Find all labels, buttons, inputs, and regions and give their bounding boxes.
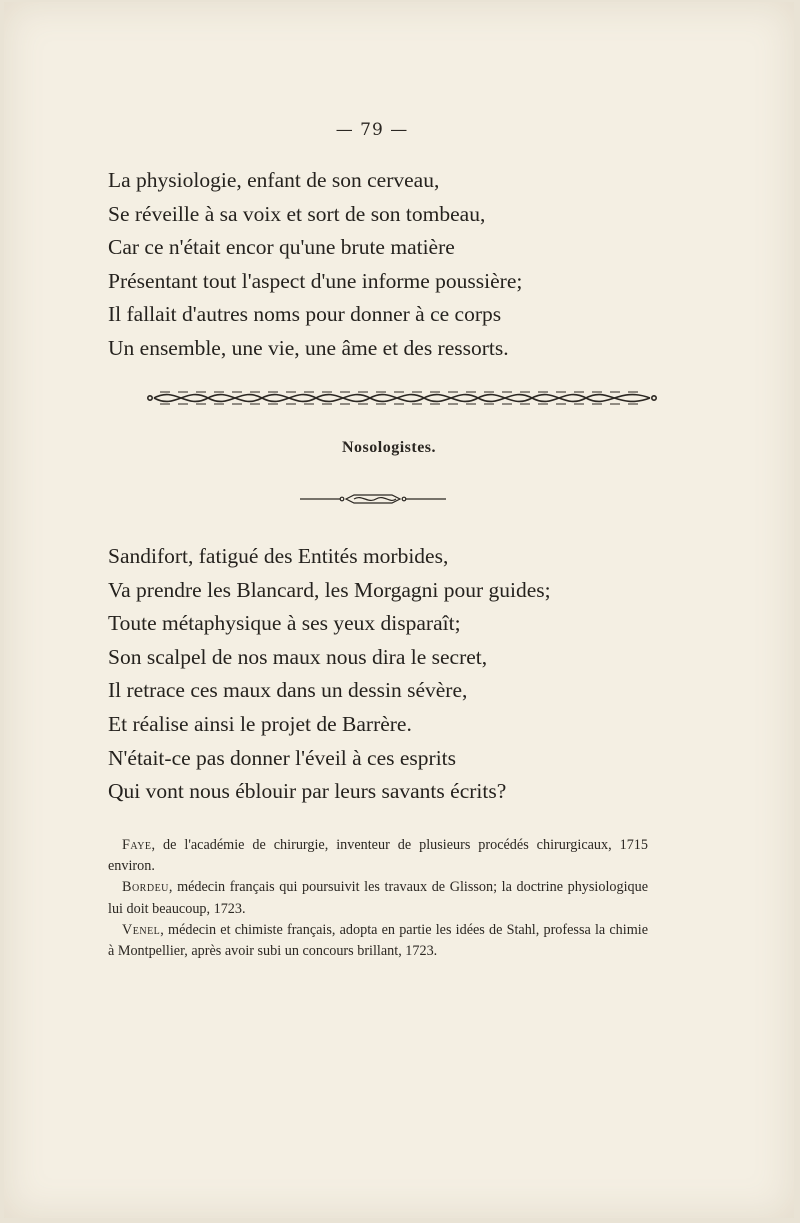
book-page (4, 2, 794, 1218)
verse-line: Qui vont nous éblouir par leurs savants écrits? (108, 779, 507, 804)
verse-line: Il fallait d'autres noms pour donner à ce corps (108, 302, 502, 327)
ornamental-border (146, 386, 658, 410)
footnote (108, 920, 648, 962)
verse-line: Son scalpel de nos maux nous dira le secret, (108, 644, 488, 669)
section-title: Nosologistes. (341, 439, 437, 456)
footnote (108, 877, 648, 919)
verse-line: Sandifort, fatigué des Entités morbides, (108, 544, 449, 568)
verse-line: La physiologie, enfant de son cerveau, (108, 168, 440, 192)
footnote (108, 835, 648, 877)
decorative-rule (300, 492, 446, 506)
verse-stanza-1 (108, 164, 522, 366)
footnote-text: , de l'académie de chirurgie, inventeur de plusieurs procédés chirurgicaux, 1715 environ. (108, 837, 648, 875)
verse-line: Se réveille à sa voix et sort de son tombeau, (108, 201, 486, 226)
verse-stanza-2 (108, 540, 551, 809)
verse-line: Car ce n'était encor qu'une brute matière (108, 235, 455, 260)
page-number: — 79 — (335, 120, 409, 140)
footnotes (108, 835, 648, 962)
verse-line: N'était-ce pas donner l'éveil à ces esprits (108, 745, 457, 770)
verse-line: Un ensemble, une vie, une âme et des ressorts. (108, 335, 509, 360)
verse-line: Il retrace ces maux dans un dessin sévère, (108, 678, 468, 703)
footnote-text: , médecin et chimiste français, adopta en partie les idées de Stahl, professa la chimie à Montpellier, après avoir subi un concours brillant, 1723. (108, 921, 648, 960)
verse-line: Et réalise ainsi le projet de Barrère. (108, 711, 412, 736)
footnote-text: , médecin français qui poursuivit les travaux de Glisson; la doctrine physiologique lui doit beaucoup, 1723. (108, 879, 648, 917)
footnote-name: Venel (122, 921, 161, 938)
verse-line: Présentant tout l'aspect d'une informe poussière; (108, 268, 523, 293)
verse-line: Va prendre les Blancard, les Morgagni pour guides; (108, 577, 551, 602)
footnote-name: Bordeu (122, 879, 169, 896)
verse-line: Toute métaphysique à ses yeux disparaît; (108, 611, 461, 636)
footnote-name: Faye (122, 837, 152, 853)
